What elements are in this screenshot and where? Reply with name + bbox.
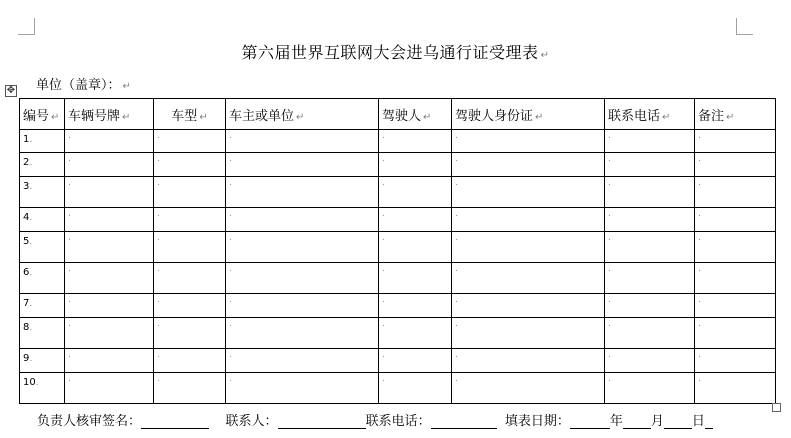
cell-end-mark: . xyxy=(382,295,385,305)
phone-label: 联系电话： xyxy=(365,414,431,429)
cell-end-mark: . xyxy=(608,209,611,219)
table-cell[interactable] xyxy=(154,177,226,208)
reviewer-blank[interactable] xyxy=(141,414,209,429)
cell-end-mark: . xyxy=(608,264,611,274)
table-cell[interactable] xyxy=(226,294,379,318)
table-cell[interactable] xyxy=(695,263,776,294)
cell-end-mark: . xyxy=(229,319,232,329)
table-cell[interactable] xyxy=(605,349,695,373)
trailing-blank xyxy=(705,414,713,429)
cell-end-mark: . xyxy=(698,233,701,243)
cell-end-mark: . xyxy=(382,350,385,360)
table-cell[interactable] xyxy=(226,232,379,263)
column-header xyxy=(605,99,695,130)
row-number: 3 xyxy=(23,181,30,192)
table-header-row xyxy=(20,99,776,130)
table-cell[interactable] xyxy=(154,373,226,404)
cell-end-mark: . xyxy=(382,209,385,219)
table-row xyxy=(20,294,776,318)
table-cell[interactable] xyxy=(695,318,776,349)
table-cell[interactable] xyxy=(452,373,605,404)
cell-end-mark: . xyxy=(229,374,232,384)
cell-end-mark: . xyxy=(157,374,160,384)
cell-end-mark: . xyxy=(608,233,611,243)
cell-end-mark: . xyxy=(35,378,39,388)
cell-end-mark: . xyxy=(29,182,33,192)
paragraph-mark: ↵ xyxy=(423,111,432,123)
month-blank[interactable] xyxy=(623,414,651,429)
table-cell[interactable] xyxy=(452,294,605,318)
unit-line xyxy=(36,74,131,93)
paragraph-mark: ↵ xyxy=(540,50,550,61)
column-header xyxy=(695,99,776,130)
table-cell[interactable] xyxy=(605,130,695,153)
row-number-cell[interactable] xyxy=(20,153,65,177)
column-header-label: 编号 xyxy=(23,108,50,124)
table-row xyxy=(20,349,776,373)
paragraph-mark: ↵ xyxy=(122,111,131,123)
cell-end-mark: . xyxy=(608,295,611,305)
table-cell[interactable] xyxy=(226,153,379,177)
paragraph-mark: ↵ xyxy=(296,111,305,123)
cell-end-mark: . xyxy=(157,295,160,305)
paragraph-mark: ↵ xyxy=(122,81,131,92)
cell-end-mark: . xyxy=(608,374,611,384)
table-cell[interactable] xyxy=(452,130,605,153)
table-cell[interactable] xyxy=(226,177,379,208)
table-cell[interactable] xyxy=(695,177,776,208)
cell-end-mark: . xyxy=(455,233,458,243)
table-cell[interactable] xyxy=(605,153,695,177)
title-text: 第六届世界互联网大会进乌通行证受理表 xyxy=(241,43,539,62)
cell-end-mark: . xyxy=(229,233,232,243)
row-number-cell[interactable] xyxy=(20,130,65,153)
table-cell[interactable] xyxy=(379,130,452,153)
table-cell[interactable] xyxy=(65,294,154,318)
cell-end-mark: . xyxy=(455,295,458,305)
cell-end-mark: . xyxy=(455,131,458,141)
table-cell[interactable] xyxy=(605,318,695,349)
crop-mark-top-right xyxy=(736,18,753,35)
table-cell[interactable] xyxy=(695,153,776,177)
table-cell[interactable] xyxy=(154,153,226,177)
cell-end-mark: . xyxy=(382,154,385,164)
table-cell[interactable] xyxy=(65,349,154,373)
table-cell[interactable] xyxy=(154,318,226,349)
table-cell[interactable] xyxy=(226,208,379,232)
cell-end-mark: . xyxy=(382,374,385,384)
table-row xyxy=(20,232,776,263)
cell-end-mark: . xyxy=(229,154,232,164)
table-cell[interactable] xyxy=(695,349,776,373)
row-end-mark xyxy=(772,403,781,412)
row-number: 10 xyxy=(23,377,36,388)
phone-blank[interactable] xyxy=(431,414,497,429)
column-header-label: 驾驶人身份证 xyxy=(455,108,534,124)
table-cell[interactable] xyxy=(65,373,154,404)
column-header xyxy=(65,99,154,130)
cell-end-mark: . xyxy=(68,374,71,384)
cell-end-mark: . xyxy=(698,154,701,164)
cell-end-mark: . xyxy=(68,350,71,360)
row-number-cell[interactable] xyxy=(20,232,65,263)
cell-end-mark: . xyxy=(157,264,160,274)
cell-end-mark: . xyxy=(29,237,33,247)
cell-end-mark: . xyxy=(698,209,701,219)
table-cell[interactable] xyxy=(226,373,379,404)
column-header xyxy=(226,99,379,130)
table-row xyxy=(20,373,776,404)
row-number: 8 xyxy=(23,322,30,333)
table-cell[interactable] xyxy=(65,130,154,153)
contact-blank[interactable] xyxy=(278,414,366,429)
table-cell[interactable] xyxy=(605,373,695,404)
unit-label: 单位（盖章）： xyxy=(36,78,121,93)
table-cell[interactable] xyxy=(452,263,605,294)
table-cell[interactable] xyxy=(65,263,154,294)
reviewer-label: 负责人核审签名： xyxy=(37,414,142,429)
cell-end-mark: . xyxy=(157,178,160,188)
paragraph-mark: ↵ xyxy=(199,111,208,123)
table-cell[interactable] xyxy=(226,318,379,349)
cell-end-mark: . xyxy=(29,158,33,168)
column-header xyxy=(154,99,226,130)
row-number: 2 xyxy=(23,157,30,168)
row-number-cell[interactable] xyxy=(20,294,65,318)
cell-end-mark: . xyxy=(29,299,33,309)
table-cell[interactable] xyxy=(452,153,605,177)
table-cell[interactable] xyxy=(379,294,452,318)
cell-end-mark: . xyxy=(229,295,232,305)
table-cell[interactable] xyxy=(379,318,452,349)
table-cell[interactable] xyxy=(65,318,154,349)
table-cell[interactable] xyxy=(65,232,154,263)
cell-end-mark: . xyxy=(29,354,33,364)
table-cell[interactable] xyxy=(154,349,226,373)
cell-end-mark: . xyxy=(382,131,385,141)
cell-end-mark: . xyxy=(698,178,701,188)
column-header-label: 车辆号牌 xyxy=(68,108,121,124)
cell-end-mark: . xyxy=(698,264,701,274)
table-cell[interactable] xyxy=(695,373,776,404)
table-cell[interactable] xyxy=(226,130,379,153)
table-cell[interactable] xyxy=(605,263,695,294)
cell-end-mark: . xyxy=(455,178,458,188)
cell-end-mark: . xyxy=(698,131,701,141)
document-title xyxy=(0,40,791,63)
table-cell[interactable] xyxy=(226,263,379,294)
acceptance-table xyxy=(19,98,776,404)
table-cell[interactable] xyxy=(605,177,695,208)
row-number-cell[interactable] xyxy=(20,263,65,294)
cell-end-mark: . xyxy=(608,154,611,164)
cell-end-mark: . xyxy=(382,233,385,243)
cell-end-mark: . xyxy=(229,264,232,274)
cell-end-mark: . xyxy=(698,374,701,384)
column-header-label: 联系电话 xyxy=(608,108,661,124)
cell-end-mark: . xyxy=(157,233,160,243)
table-cell[interactable] xyxy=(452,318,605,349)
cell-end-mark: . xyxy=(157,154,160,164)
column-header xyxy=(452,99,605,130)
cell-end-mark: . xyxy=(608,178,611,188)
cell-end-mark: . xyxy=(698,295,701,305)
cell-end-mark: . xyxy=(157,319,160,329)
table-cell[interactable] xyxy=(154,208,226,232)
table-cell[interactable] xyxy=(379,349,452,373)
row-number: 7 xyxy=(23,298,30,309)
cell-end-mark: . xyxy=(68,131,71,141)
cell-end-mark: . xyxy=(68,319,71,329)
cell-end-mark: . xyxy=(68,178,71,188)
table-cell[interactable] xyxy=(695,294,776,318)
column-header-label: 驾驶人 xyxy=(382,108,422,124)
table-cell[interactable] xyxy=(605,294,695,318)
cell-end-mark: . xyxy=(455,350,458,360)
cell-end-mark: . xyxy=(68,209,71,219)
row-number: 1 xyxy=(23,134,30,145)
table-row xyxy=(20,177,776,208)
cell-end-mark: . xyxy=(157,131,160,141)
table-cell[interactable] xyxy=(154,263,226,294)
row-number-cell[interactable] xyxy=(20,318,65,349)
month-label: 月 xyxy=(650,414,664,429)
row-number: 6 xyxy=(23,267,30,278)
table-cell[interactable] xyxy=(695,208,776,232)
cell-end-mark: . xyxy=(29,268,33,278)
row-number: 9 xyxy=(23,353,30,364)
cell-end-mark: . xyxy=(229,178,232,188)
table-cell[interactable] xyxy=(154,294,226,318)
cell-end-mark: . xyxy=(455,374,458,384)
table-cell[interactable] xyxy=(226,349,379,373)
cell-end-mark: . xyxy=(382,264,385,274)
cell-end-mark: . xyxy=(29,213,33,223)
paragraph-mark: ↵ xyxy=(535,111,544,123)
cell-end-mark: . xyxy=(698,319,701,329)
cell-end-mark: . xyxy=(68,264,71,274)
signature-line xyxy=(37,410,713,429)
cell-end-mark: . xyxy=(229,350,232,360)
table-move-handle-icon[interactable]: ✥ xyxy=(6,85,16,96)
table-cell[interactable] xyxy=(379,373,452,404)
day-label: 日 xyxy=(691,414,705,429)
table-row xyxy=(20,208,776,232)
year-blank[interactable] xyxy=(570,414,610,429)
crop-mark-top-left xyxy=(18,18,35,35)
cell-end-mark: . xyxy=(455,209,458,219)
cell-end-mark: . xyxy=(608,350,611,360)
year-label: 年 xyxy=(609,414,623,429)
table-cell[interactable] xyxy=(379,208,452,232)
column-header xyxy=(379,99,452,130)
table-cell[interactable] xyxy=(154,130,226,153)
cell-end-mark: . xyxy=(382,319,385,329)
day-blank[interactable] xyxy=(664,414,692,429)
row-number-cell[interactable] xyxy=(20,177,65,208)
cell-end-mark: . xyxy=(229,209,232,219)
cell-end-mark: . xyxy=(455,154,458,164)
row-number: 5 xyxy=(23,236,30,247)
table-cell[interactable] xyxy=(379,153,452,177)
row-number-cell[interactable] xyxy=(20,208,65,232)
cell-end-mark: . xyxy=(455,319,458,329)
table-row xyxy=(20,263,776,294)
table-row xyxy=(20,130,776,153)
table-cell[interactable] xyxy=(65,208,154,232)
cell-end-mark: . xyxy=(29,323,33,333)
table-cell[interactable] xyxy=(379,263,452,294)
table-cell[interactable] xyxy=(65,177,154,208)
cell-end-mark: . xyxy=(68,233,71,243)
paragraph-mark: ↵ xyxy=(726,111,735,123)
table-cell[interactable] xyxy=(695,130,776,153)
table-row xyxy=(20,153,776,177)
cell-end-mark: . xyxy=(229,131,232,141)
cell-end-mark: . xyxy=(382,178,385,188)
cell-end-mark: . xyxy=(29,135,33,145)
cell-end-mark: . xyxy=(157,350,160,360)
paragraph-mark: ↵ xyxy=(662,111,671,123)
cell-end-mark: . xyxy=(608,131,611,141)
cell-end-mark: . xyxy=(157,209,160,219)
table-cell[interactable] xyxy=(452,208,605,232)
table-cell[interactable] xyxy=(452,177,605,208)
table-cell[interactable] xyxy=(452,349,605,373)
table-cell[interactable] xyxy=(65,153,154,177)
cell-end-mark: . xyxy=(698,350,701,360)
cell-end-mark: . xyxy=(608,319,611,329)
contact-label: 联系人： xyxy=(225,414,278,429)
paragraph-mark: ↵ xyxy=(51,111,60,123)
column-header xyxy=(20,99,65,130)
table-row xyxy=(20,318,776,349)
table-cell[interactable] xyxy=(154,232,226,263)
table-cell[interactable] xyxy=(379,177,452,208)
column-header-label: 车型 xyxy=(171,108,198,124)
cell-end-mark: . xyxy=(455,264,458,274)
row-number-cell[interactable] xyxy=(20,373,65,404)
cell-end-mark: . xyxy=(68,154,71,164)
row-number: 4 xyxy=(23,212,30,223)
row-number-cell[interactable] xyxy=(20,349,65,373)
date-label: 填表日期： xyxy=(504,414,570,429)
column-header-label: 车主或单位 xyxy=(229,108,295,124)
table-cell[interactable] xyxy=(379,232,452,263)
table-cell[interactable] xyxy=(605,208,695,232)
table-cell[interactable] xyxy=(452,232,605,263)
table-cell[interactable] xyxy=(605,232,695,263)
column-header-label: 备注 xyxy=(698,108,725,124)
cell-end-mark: . xyxy=(68,295,71,305)
table-cell[interactable] xyxy=(695,232,776,263)
